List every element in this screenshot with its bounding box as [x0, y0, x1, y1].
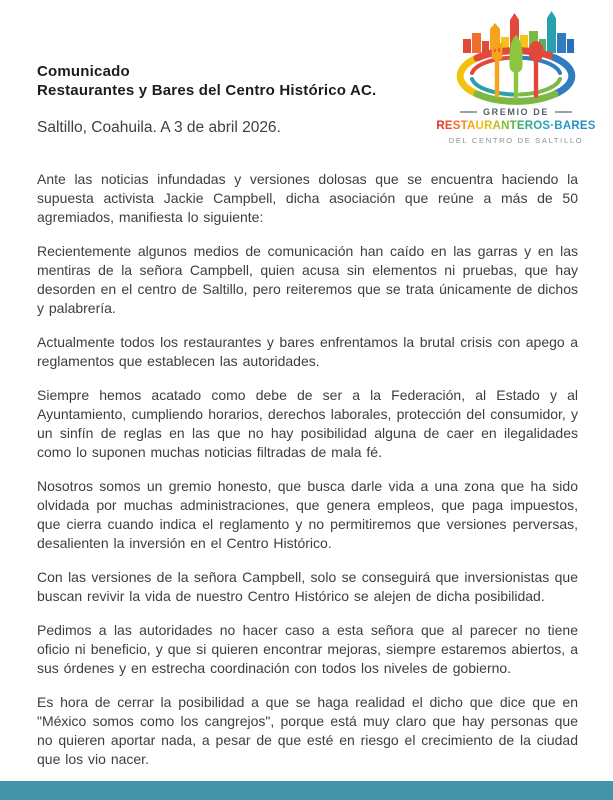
- doc-title-line1: Comunicado: [37, 63, 130, 80]
- dash-right-icon: [555, 111, 572, 113]
- paragraph: Es hora de cerrar la posibilidad a que se haga realidad el dicho que dice que en "México somos como los cangrejos", porque está muy claro que hay personas que no quieren aportar nada, a pesar de que esté en riesgo el crecimiento de la ciudad que los vio nacer.: [37, 694, 578, 767]
- body-paragraphs: [37, 170, 578, 784]
- logo-brand-text: RESTAURANTEROS·BARES: [436, 120, 596, 132]
- logo-art-icon: [436, 6, 596, 106]
- paragraph: Pedimos a las autoridades no hacer caso a esta señora que al parecer no tiene oficio ni beneficio, y que si quieren encontrar mejoras, siempre estaremos abiertos, a sus órdenes y en estrecha coordinación con todos los niveles de gobierno.: [37, 622, 578, 676]
- paragraph: Con las versiones de la señora Campbell, solo se conseguirá que inversionistas que buscan revivir la vida de nuestro Centro Histórico se alejen de dicha posibilidad.: [37, 569, 578, 604]
- header: [37, 62, 417, 137]
- doc-title-line2: Restaurantes y Bares del Centro Histórico AC.: [37, 82, 377, 99]
- paragraph: Siempre hemos acatado como debe de ser a la Federación, al Estado y al Ayuntamiento, cumpliendo horarios, derechos laborales, protección del consumidor, y un sinfín de reglas en las que no hay posibilidad alguna de caer en ilegalidades como lo suponen muchas noticias filtradas de mala fé.: [37, 387, 578, 460]
- paragraph: Nosotros somos un gremio honesto, que busca darle vida a una zona que ha sido olvidada por muchas administraciones, que genera empleos, que paga impuestos, que cierra cuando indica el reglamento y no permitiremos que versiones perversas, desalienten la inversión en el Centro Histórico.: [37, 478, 578, 551]
- logo-tagline-bottom: DEL CENTRO DE SALTILLO: [448, 136, 584, 145]
- logo: [435, 6, 597, 145]
- dash-left-icon: [460, 111, 477, 113]
- logo-tagline-top: [435, 107, 597, 117]
- logo-tagline-top-text: GREMIO DE: [483, 107, 549, 117]
- paragraph: Recientemente algunos medios de comunicación han caído en las garras y en las mentiras de la señora Campbell, quien acusa sin elementos ni pruebas, que hay desorden en el centro de Saltillo, pero reiteremos que se trata únicamente de dichos y palabrería.: [37, 243, 578, 316]
- paragraph: Ante las noticias infundadas y versiones dolosas que se encuentra haciendo la supuesta activista Jackie Campbell, dicha asociación que reúne a más de 50 agremiados, manifiesta lo siguiente:: [37, 171, 578, 225]
- dateline: Saltillo, Coahuila. A 3 de abril 2026.: [37, 119, 281, 136]
- footer-bar: [0, 781, 613, 800]
- paragraph: Actualmente todos los restaurantes y bares enfrentamos la brutal crisis con apego a reglamentos que establecen las autoridades.: [37, 334, 578, 369]
